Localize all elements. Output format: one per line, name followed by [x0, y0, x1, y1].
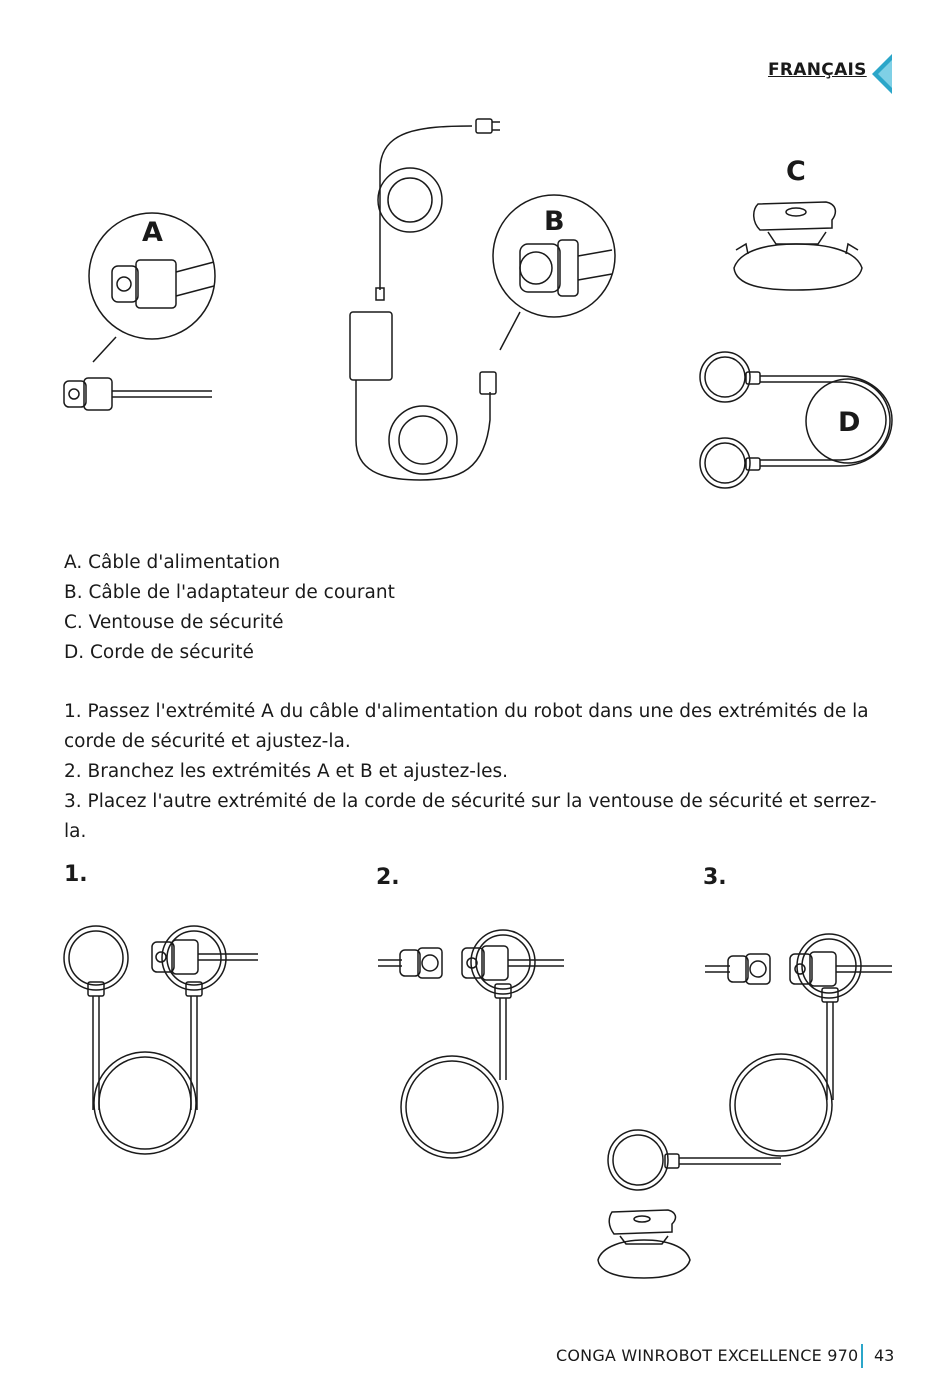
- step-3-illustration: [598, 934, 892, 1278]
- instruction-step: 2. Branchez les extrémités A et B et ajustez-les.: [64, 761, 508, 782]
- safety-rope-icon: [700, 352, 892, 488]
- power-cable-icon: [64, 378, 212, 410]
- step-number: 1.: [64, 862, 88, 887]
- footer-divider: [861, 1344, 863, 1368]
- step-number: 2.: [376, 865, 400, 890]
- figure-label-b: B: [544, 206, 565, 237]
- adapter-cable-detail-icon: [493, 195, 615, 350]
- legend-item: A. Câble d'alimentation: [64, 552, 281, 573]
- legend-item: C. Ventouse de sécurité: [64, 612, 284, 633]
- language-label: FRANÇAIS: [768, 60, 867, 80]
- legend-item: B. Câble de l'adaptateur de courant: [64, 582, 395, 603]
- step-2-illustration: [378, 930, 564, 1158]
- page-number: 43: [874, 1346, 895, 1365]
- legend-item: D. Corde de sécurité: [64, 642, 254, 663]
- instruction-step: 3. Placez l'autre extrémité de la corde de sécurité sur la ventouse de sécurité et serrez-la.: [64, 791, 877, 842]
- footer-product-title: CONGA WINROBOT EXCELLENCE 970: [556, 1346, 859, 1365]
- power-cable-detail-icon: [89, 213, 215, 362]
- steps-illustration: [0, 900, 950, 1280]
- component-legend: [64, 548, 395, 668]
- figure-label-a: A: [142, 217, 163, 248]
- instruction-step: 1. Passez l'extrémité A du câble d'alimentation du robot dans une des extrémités de la corde de sécurité et ajustez-la.: [64, 701, 869, 752]
- components-illustration: [0, 0, 950, 520]
- figure-label-c: C: [786, 156, 806, 187]
- instructions: [64, 697, 896, 847]
- figure-label-d: D: [838, 407, 861, 438]
- adapter-cable-icon: [350, 119, 500, 480]
- step-1-illustration: [64, 926, 258, 1154]
- suction-cup-icon: [734, 156, 862, 290]
- step-number: 3.: [703, 865, 727, 890]
